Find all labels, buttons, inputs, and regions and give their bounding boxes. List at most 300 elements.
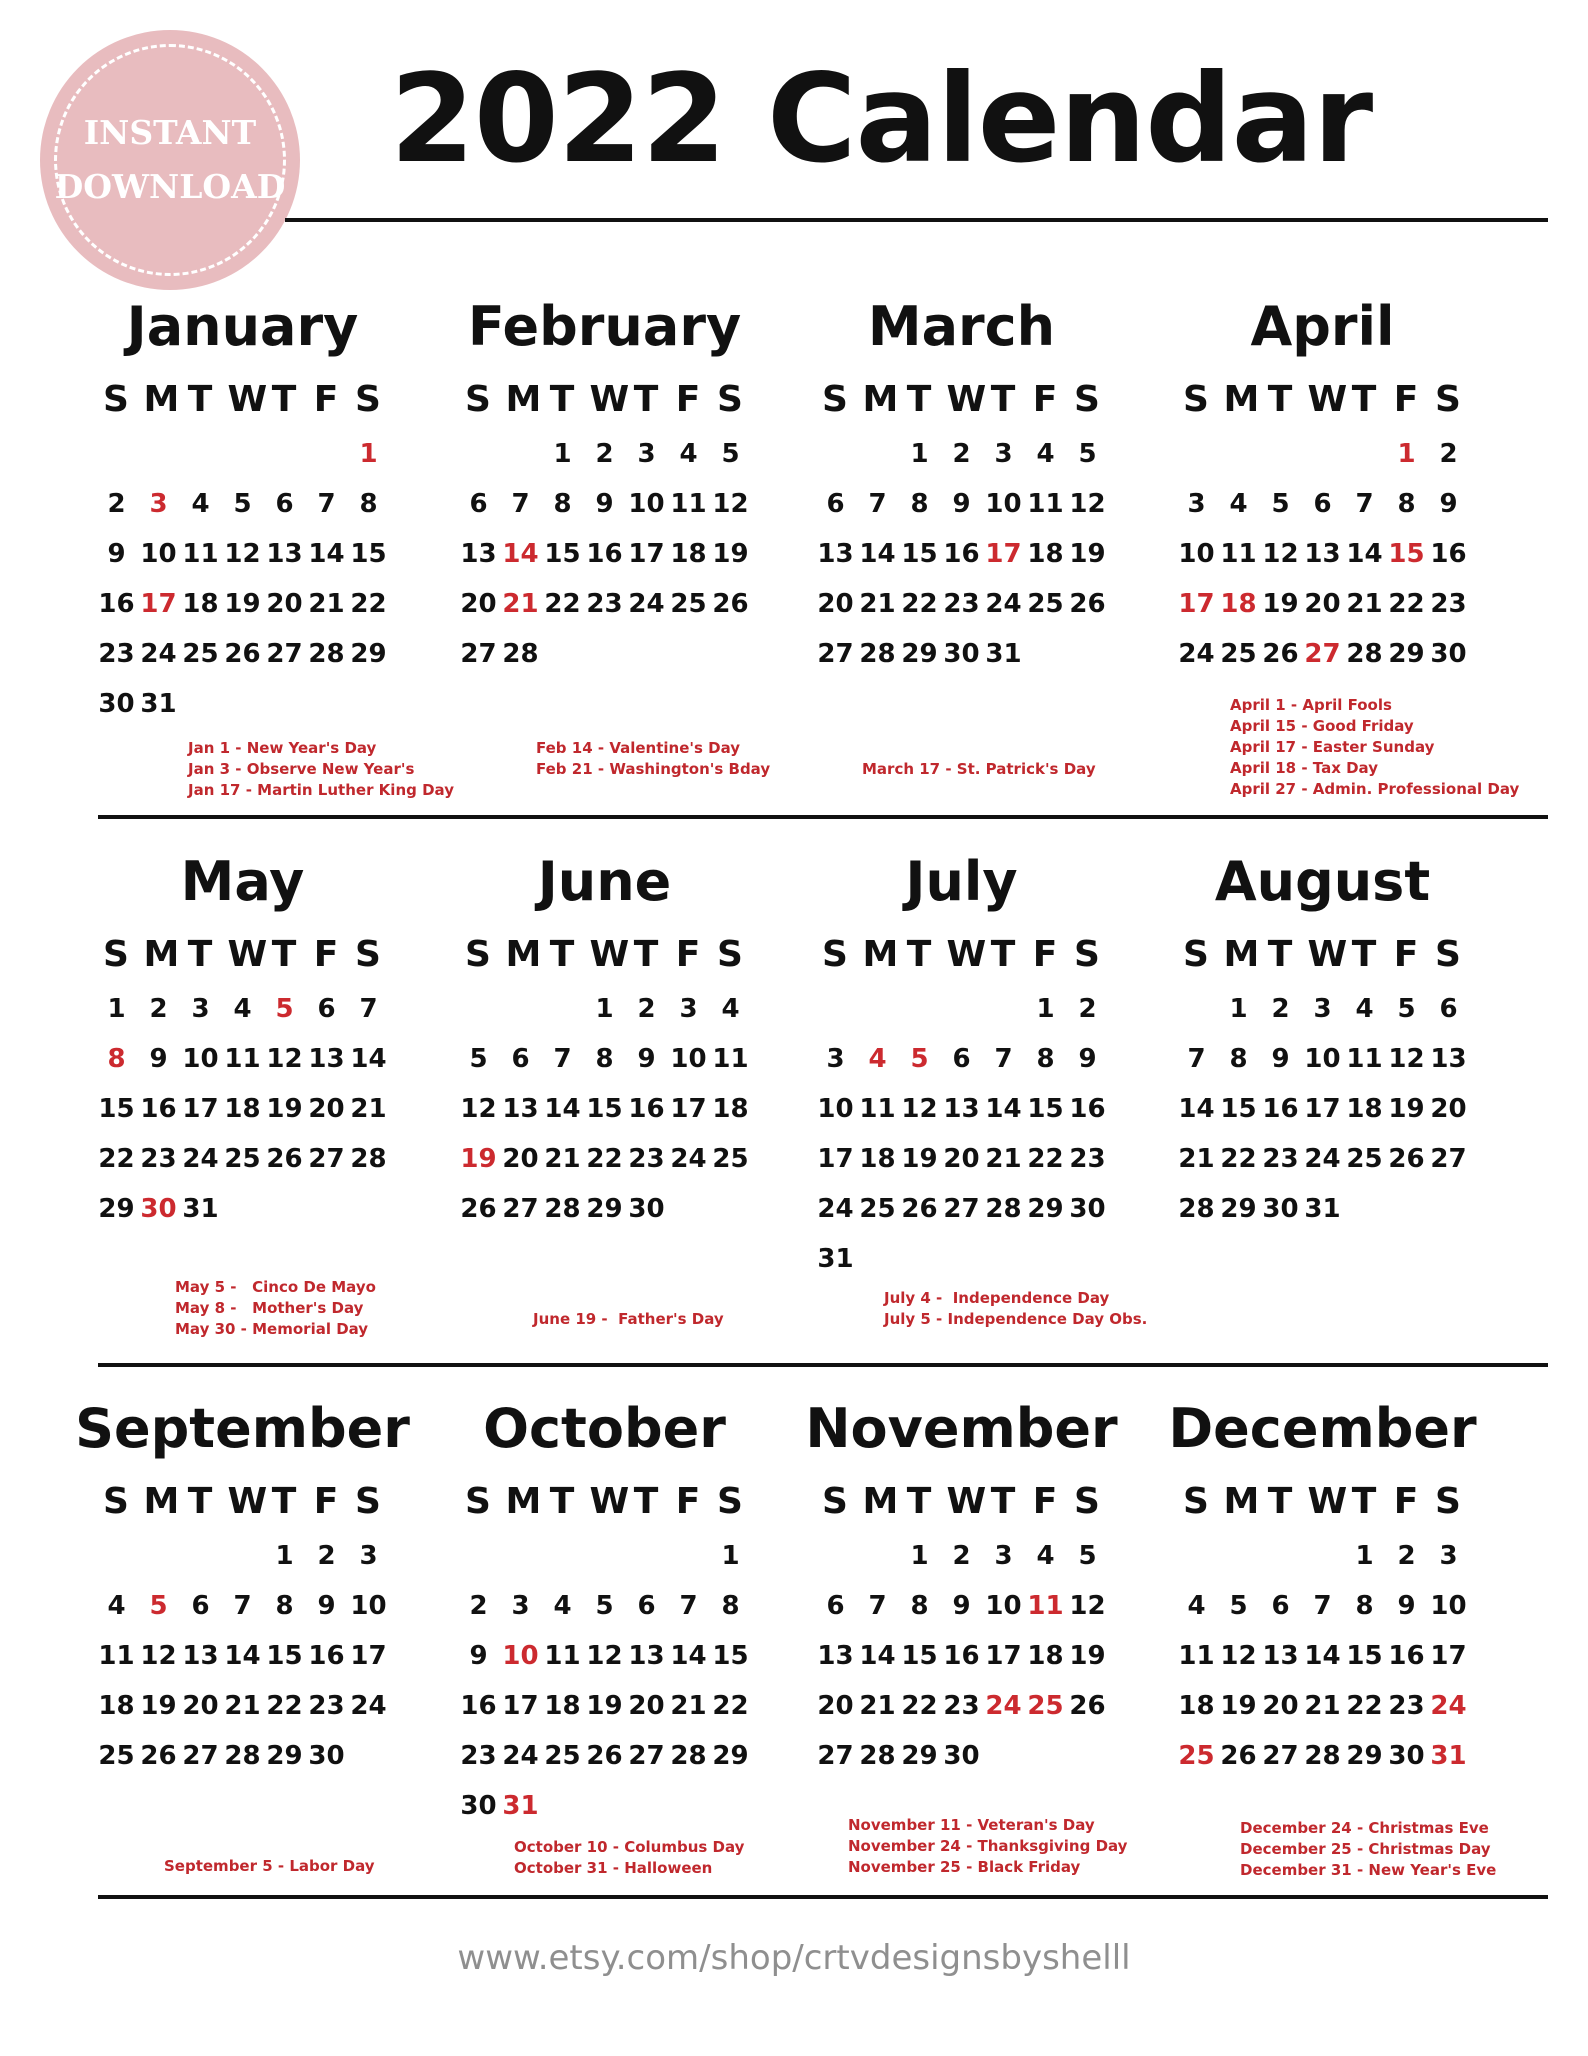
weekday-label: M [1223, 379, 1261, 420]
day-cell: 2 [952, 1541, 971, 1571]
day-cell: 27 [943, 1194, 980, 1224]
holiday-day-cell: 31 [502, 1791, 539, 1821]
day-grid [432, 1542, 777, 1820]
month-name: July [905, 850, 1018, 913]
day-cell: 31 [1304, 1194, 1341, 1224]
day-cell: 11 [859, 1094, 896, 1124]
day-cell: 2 [317, 1541, 336, 1571]
holiday-item: October 31 - Halloween [514, 1859, 713, 1877]
month-name: April [1250, 295, 1395, 358]
weekday-label: S [717, 934, 744, 975]
day-cell: 14 [544, 1094, 581, 1124]
day-cell: 16 [1262, 1094, 1299, 1124]
day-empty [1218, 440, 1260, 468]
day-cell: 12 [1069, 1591, 1106, 1621]
day-cell: 22 [544, 589, 581, 619]
weekday-label: F [675, 379, 702, 420]
month-may [70, 850, 415, 1224]
weekday-label: T [1267, 379, 1294, 420]
holiday-day-cell: 21 [502, 589, 539, 619]
weekday-label: F [313, 379, 340, 420]
day-cell: 23 [140, 1144, 177, 1174]
day-cell: 25 [98, 1741, 135, 1771]
day-empty [458, 995, 500, 1023]
weekday-label: W [589, 1481, 631, 1522]
day-cell: 5 [469, 1044, 488, 1074]
day-cell: 5 [1397, 994, 1416, 1024]
day-cell: 11 [224, 1044, 261, 1074]
weekday-label: M [862, 934, 900, 975]
day-cell: 26 [1220, 1741, 1257, 1771]
weekday-label: W [1307, 934, 1349, 975]
day-cell: 13 [460, 539, 497, 569]
day-cell: 3 [679, 994, 698, 1024]
weekday-label: T [1267, 934, 1294, 975]
day-cell: 16 [1069, 1094, 1106, 1124]
day-cell: 6 [1439, 994, 1458, 1024]
day-cell: 13 [817, 1641, 854, 1671]
day-cell: 8 [1355, 1591, 1374, 1621]
holiday-item: April 17 - Easter Sunday [1230, 738, 1435, 756]
day-cell: 12 [586, 1641, 623, 1671]
month-october [432, 1397, 777, 1821]
day-cell: 12 [1388, 1044, 1425, 1074]
day-empty [941, 995, 983, 1023]
day-cell: 30 [943, 639, 980, 669]
day-cell: 29 [712, 1741, 749, 1771]
day-cell: 4 [107, 1591, 126, 1621]
day-cell: 27 [266, 639, 303, 669]
day-empty [899, 995, 941, 1023]
day-cell: 1 [1036, 994, 1055, 1024]
day-cell: 11 [544, 1641, 581, 1671]
day-empty [857, 440, 899, 468]
day-empty [983, 995, 1025, 1023]
day-cell: 27 [1262, 1741, 1299, 1771]
day-cell: 6 [826, 489, 845, 519]
weekday-label: F [1393, 1481, 1420, 1522]
day-cell: 26 [140, 1741, 177, 1771]
badge-text [55, 106, 286, 214]
weekday-label: F [1032, 934, 1059, 975]
day-cell: 31 [182, 1194, 219, 1224]
holiday-day-cell: 19 [460, 1144, 497, 1174]
divider-top [285, 218, 1548, 222]
day-cell: 6 [275, 489, 294, 519]
day-cell: 14 [859, 539, 896, 569]
month-april [1150, 295, 1495, 669]
day-cell: 9 [595, 489, 614, 519]
day-cell: 8 [1229, 1044, 1248, 1074]
holiday-day-cell: 1 [359, 439, 378, 469]
day-cell: 13 [943, 1094, 980, 1124]
day-cell: 23 [943, 589, 980, 619]
day-cell: 8 [553, 489, 572, 519]
day-cell: 19 [224, 589, 261, 619]
day-cell: 22 [1388, 589, 1425, 619]
holiday-list-september [164, 1856, 375, 1877]
holiday-item: November 11 - Veteran's Day [848, 1816, 1095, 1834]
holiday-item: Jan 3 - Observe New Year's [188, 760, 415, 778]
day-cell: 20 [502, 1144, 539, 1174]
day-cell: 28 [859, 1741, 896, 1771]
day-empty [138, 440, 180, 468]
holiday-day-cell: 17 [140, 589, 177, 619]
day-cell: 9 [637, 1044, 656, 1074]
day-cell: 23 [460, 1741, 497, 1771]
day-empty [96, 1542, 138, 1570]
day-cell: 25 [859, 1194, 896, 1224]
day-cell: 7 [868, 1591, 887, 1621]
day-empty [500, 1542, 542, 1570]
day-cell: 16 [308, 1641, 345, 1671]
day-cell: 29 [901, 1741, 938, 1771]
day-grid [70, 1542, 415, 1770]
day-empty [815, 1542, 857, 1570]
day-empty [542, 995, 584, 1023]
day-cell: 2 [1439, 439, 1458, 469]
day-cell: 19 [712, 539, 749, 569]
day-cell: 22 [350, 589, 387, 619]
day-cell: 3 [994, 439, 1013, 469]
day-cell: 3 [1313, 994, 1332, 1024]
day-cell: 4 [721, 994, 740, 1024]
holiday-item: September 5 - Labor Day [164, 1857, 375, 1875]
day-cell: 19 [1069, 539, 1106, 569]
weekday-label: W [946, 379, 988, 420]
weekday-label: T [1351, 379, 1378, 420]
day-empty [222, 440, 264, 468]
day-grid [70, 440, 415, 718]
day-cell: 28 [224, 1741, 261, 1771]
holiday-day-cell: 5 [275, 994, 294, 1024]
day-cell: 9 [149, 1044, 168, 1074]
day-cell: 10 [1430, 1591, 1467, 1621]
weekday-label: F [313, 934, 340, 975]
weekday-label: M [862, 379, 900, 420]
day-cell: 28 [1346, 639, 1383, 669]
holiday-item: April 27 - Admin. Professional Day [1230, 780, 1520, 798]
day-cell: 27 [182, 1741, 219, 1771]
day-cell: 3 [637, 439, 656, 469]
day-empty [1344, 440, 1386, 468]
day-cell: 6 [1313, 489, 1332, 519]
day-cell: 27 [628, 1741, 665, 1771]
weekday-label: S [1074, 379, 1101, 420]
weekday-label: S [1074, 934, 1101, 975]
day-cell: 9 [1078, 1044, 1097, 1074]
day-cell: 26 [266, 1144, 303, 1174]
day-cell: 10 [140, 539, 177, 569]
weekday-label: T [271, 934, 298, 975]
day-cell: 26 [1262, 639, 1299, 669]
day-cell: 20 [817, 589, 854, 619]
day-cell: 30 [628, 1194, 665, 1224]
day-cell: 6 [952, 1044, 971, 1074]
month-name: October [483, 1397, 726, 1460]
day-cell: 23 [1262, 1144, 1299, 1174]
day-cell: 20 [1304, 589, 1341, 619]
day-cell: 20 [1262, 1691, 1299, 1721]
weekday-header [1150, 379, 1495, 420]
weekday-label: M [505, 1481, 543, 1522]
holiday-item: April 15 - Good Friday [1230, 717, 1414, 735]
day-cell: 29 [1027, 1194, 1064, 1224]
day-cell: 24 [1178, 639, 1215, 669]
weekday-label: W [946, 934, 988, 975]
day-cell: 9 [107, 539, 126, 569]
day-cell: 15 [1027, 1094, 1064, 1124]
day-cell: 7 [1313, 1591, 1332, 1621]
day-empty [1176, 1542, 1218, 1570]
day-cell: 24 [502, 1741, 539, 1771]
day-cell: 13 [628, 1641, 665, 1671]
day-cell: 22 [1220, 1144, 1257, 1174]
day-cell: 5 [1271, 489, 1290, 519]
weekday-label: F [1032, 1481, 1059, 1522]
day-cell: 8 [595, 1044, 614, 1074]
day-cell: 26 [901, 1194, 938, 1224]
day-cell: 30 [460, 1791, 497, 1821]
month-january [70, 295, 415, 719]
weekday-label: T [906, 379, 933, 420]
day-cell: 2 [595, 439, 614, 469]
day-cell: 2 [1078, 994, 1097, 1024]
day-cell: 12 [140, 1641, 177, 1671]
holiday-day-cell: 25 [1027, 1691, 1064, 1721]
month-february [432, 295, 777, 669]
day-cell: 28 [1304, 1741, 1341, 1771]
day-cell: 10 [670, 1044, 707, 1074]
day-cell: 21 [670, 1691, 707, 1721]
day-cell: 28 [1178, 1194, 1215, 1224]
holiday-item: December 24 - Christmas Eve [1240, 1819, 1489, 1837]
weekday-label: F [675, 934, 702, 975]
day-cell: 4 [553, 1591, 572, 1621]
day-cell: 14 [350, 1044, 387, 1074]
weekday-header [70, 934, 415, 975]
day-cell: 7 [679, 1591, 698, 1621]
day-cell: 10 [350, 1591, 387, 1621]
day-empty [458, 1542, 500, 1570]
day-cell: 6 [637, 1591, 656, 1621]
day-cell: 20 [182, 1691, 219, 1721]
holiday-item: April 18 - Tax Day [1230, 759, 1379, 777]
day-cell: 27 [308, 1144, 345, 1174]
day-cell: 13 [502, 1094, 539, 1124]
day-cell: 13 [817, 539, 854, 569]
day-cell: 1 [275, 1541, 294, 1571]
day-cell: 17 [670, 1094, 707, 1124]
day-grid [1150, 440, 1495, 668]
day-cell: 23 [308, 1691, 345, 1721]
weekday-label: S [822, 379, 849, 420]
day-cell: 15 [544, 539, 581, 569]
weekday-header [432, 1481, 777, 1522]
day-cell: 23 [1069, 1144, 1106, 1174]
day-cell: 22 [1346, 1691, 1383, 1721]
holiday-item: July 5 - Independence Day Obs. [884, 1310, 1148, 1328]
day-cell: 12 [1220, 1641, 1257, 1671]
day-cell: 4 [1355, 994, 1374, 1024]
day-cell: 25 [1346, 1144, 1383, 1174]
weekday-label: S [355, 379, 382, 420]
weekday-label: M [143, 1481, 181, 1522]
day-cell: 13 [1262, 1641, 1299, 1671]
day-cell: 12 [266, 1044, 303, 1074]
day-grid [789, 440, 1134, 668]
month-name: June [537, 850, 672, 913]
weekday-label: S [1435, 379, 1462, 420]
day-cell: 24 [350, 1691, 387, 1721]
day-empty [1260, 440, 1302, 468]
day-grid [789, 1542, 1134, 1770]
weekday-header [789, 379, 1134, 420]
day-empty [264, 440, 306, 468]
badge-line-1: INSTANT [83, 113, 257, 152]
holiday-item: Jan 1 - New Year's Day [188, 739, 377, 757]
day-cell: 21 [1346, 589, 1383, 619]
day-cell: 27 [817, 639, 854, 669]
holiday-day-cell: 31 [1430, 1741, 1467, 1771]
weekday-label: S [1435, 934, 1462, 975]
day-cell: 28 [859, 639, 896, 669]
instant-download-badge [40, 30, 300, 290]
weekday-label: T [1267, 1481, 1294, 1522]
day-cell: 28 [308, 639, 345, 669]
day-cell: 10 [182, 1044, 219, 1074]
holiday-item: November 25 - Black Friday [848, 1858, 1081, 1876]
day-cell: 7 [317, 489, 336, 519]
day-cell: 17 [817, 1144, 854, 1174]
holiday-day-cell: 17 [985, 539, 1022, 569]
month-name: March [867, 295, 1056, 358]
day-empty [138, 1542, 180, 1570]
holiday-day-cell: 4 [868, 1044, 887, 1074]
month-name: February [467, 295, 742, 358]
weekday-label: M [1223, 934, 1261, 975]
day-cell: 12 [460, 1094, 497, 1124]
day-cell: 3 [994, 1541, 1013, 1571]
day-empty [1260, 1542, 1302, 1570]
day-cell: 8 [1036, 1044, 1055, 1074]
day-cell: 16 [943, 1641, 980, 1671]
month-march [789, 295, 1134, 669]
day-empty [1302, 440, 1344, 468]
day-cell: 1 [1355, 1541, 1374, 1571]
weekday-label: W [589, 379, 631, 420]
day-grid [1150, 995, 1495, 1223]
day-cell: 9 [1271, 1044, 1290, 1074]
month-name: January [126, 295, 359, 358]
day-cell: 6 [826, 1591, 845, 1621]
day-cell: 8 [359, 489, 378, 519]
day-cell: 21 [859, 589, 896, 619]
day-cell: 18 [670, 539, 707, 569]
day-cell: 23 [628, 1144, 665, 1174]
day-cell: 19 [140, 1691, 177, 1721]
divider-bottom [98, 1895, 1548, 1899]
holiday-list-june [533, 1309, 724, 1330]
day-empty [857, 995, 899, 1023]
month-november [789, 1397, 1134, 1771]
day-cell: 7 [1187, 1044, 1206, 1074]
day-cell: 30 [308, 1741, 345, 1771]
day-cell: 20 [943, 1144, 980, 1174]
day-cell: 18 [182, 589, 219, 619]
day-cell: 2 [107, 489, 126, 519]
day-cell: 13 [266, 539, 303, 569]
day-cell: 16 [586, 539, 623, 569]
holiday-day-cell: 27 [1304, 639, 1341, 669]
day-cell: 9 [317, 1591, 336, 1621]
day-cell: 14 [1178, 1094, 1215, 1124]
holiday-day-cell: 5 [149, 1591, 168, 1621]
day-cell: 18 [712, 1094, 749, 1124]
day-cell: 6 [317, 994, 336, 1024]
day-cell: 29 [1346, 1741, 1383, 1771]
day-cell: 10 [985, 1591, 1022, 1621]
day-cell: 4 [1036, 1541, 1055, 1571]
day-cell: 31 [985, 639, 1022, 669]
holiday-day-cell: 24 [985, 1691, 1022, 1721]
holiday-day-cell: 25 [1178, 1741, 1215, 1771]
day-cell: 14 [1346, 539, 1383, 569]
weekday-label: S [1183, 1481, 1210, 1522]
weekday-label: W [227, 1481, 269, 1522]
day-cell: 17 [1430, 1641, 1467, 1671]
weekday-label: T [1351, 934, 1378, 975]
day-cell: 19 [586, 1691, 623, 1721]
day-cell: 24 [985, 589, 1022, 619]
day-empty [222, 1542, 264, 1570]
day-cell: 29 [1388, 639, 1425, 669]
holiday-item: Jan 17 - Martin Luther King Day [188, 781, 454, 799]
day-cell: 1 [595, 994, 614, 1024]
holiday-day-cell: 10 [502, 1641, 539, 1671]
weekday-label: S [1435, 1481, 1462, 1522]
day-cell: 25 [1027, 589, 1064, 619]
day-cell: 24 [628, 589, 665, 619]
day-cell: 26 [1069, 1691, 1106, 1721]
day-cell: 17 [1304, 1094, 1341, 1124]
weekday-header [789, 1481, 1134, 1522]
day-cell: 6 [191, 1591, 210, 1621]
weekday-label: F [313, 1481, 340, 1522]
day-cell: 1 [910, 439, 929, 469]
holiday-item: May 30 - Memorial Day [175, 1320, 369, 1338]
weekday-label: W [1307, 1481, 1349, 1522]
day-cell: 8 [910, 489, 929, 519]
day-cell: 22 [1027, 1144, 1064, 1174]
weekday-label: W [227, 379, 269, 420]
day-cell: 7 [553, 1044, 572, 1074]
weekday-label: S [717, 1481, 744, 1522]
weekday-header [1150, 934, 1495, 975]
day-empty [584, 1542, 626, 1570]
day-cell: 14 [670, 1641, 707, 1671]
weekday-label: S [103, 379, 130, 420]
day-cell: 1 [721, 1541, 740, 1571]
day-cell: 29 [266, 1741, 303, 1771]
day-cell: 15 [98, 1094, 135, 1124]
day-cell: 29 [901, 639, 938, 669]
weekday-label: W [1307, 379, 1349, 420]
day-cell: 27 [502, 1194, 539, 1224]
day-cell: 19 [266, 1094, 303, 1124]
weekday-label: M [143, 379, 181, 420]
day-cell: 28 [502, 639, 539, 669]
